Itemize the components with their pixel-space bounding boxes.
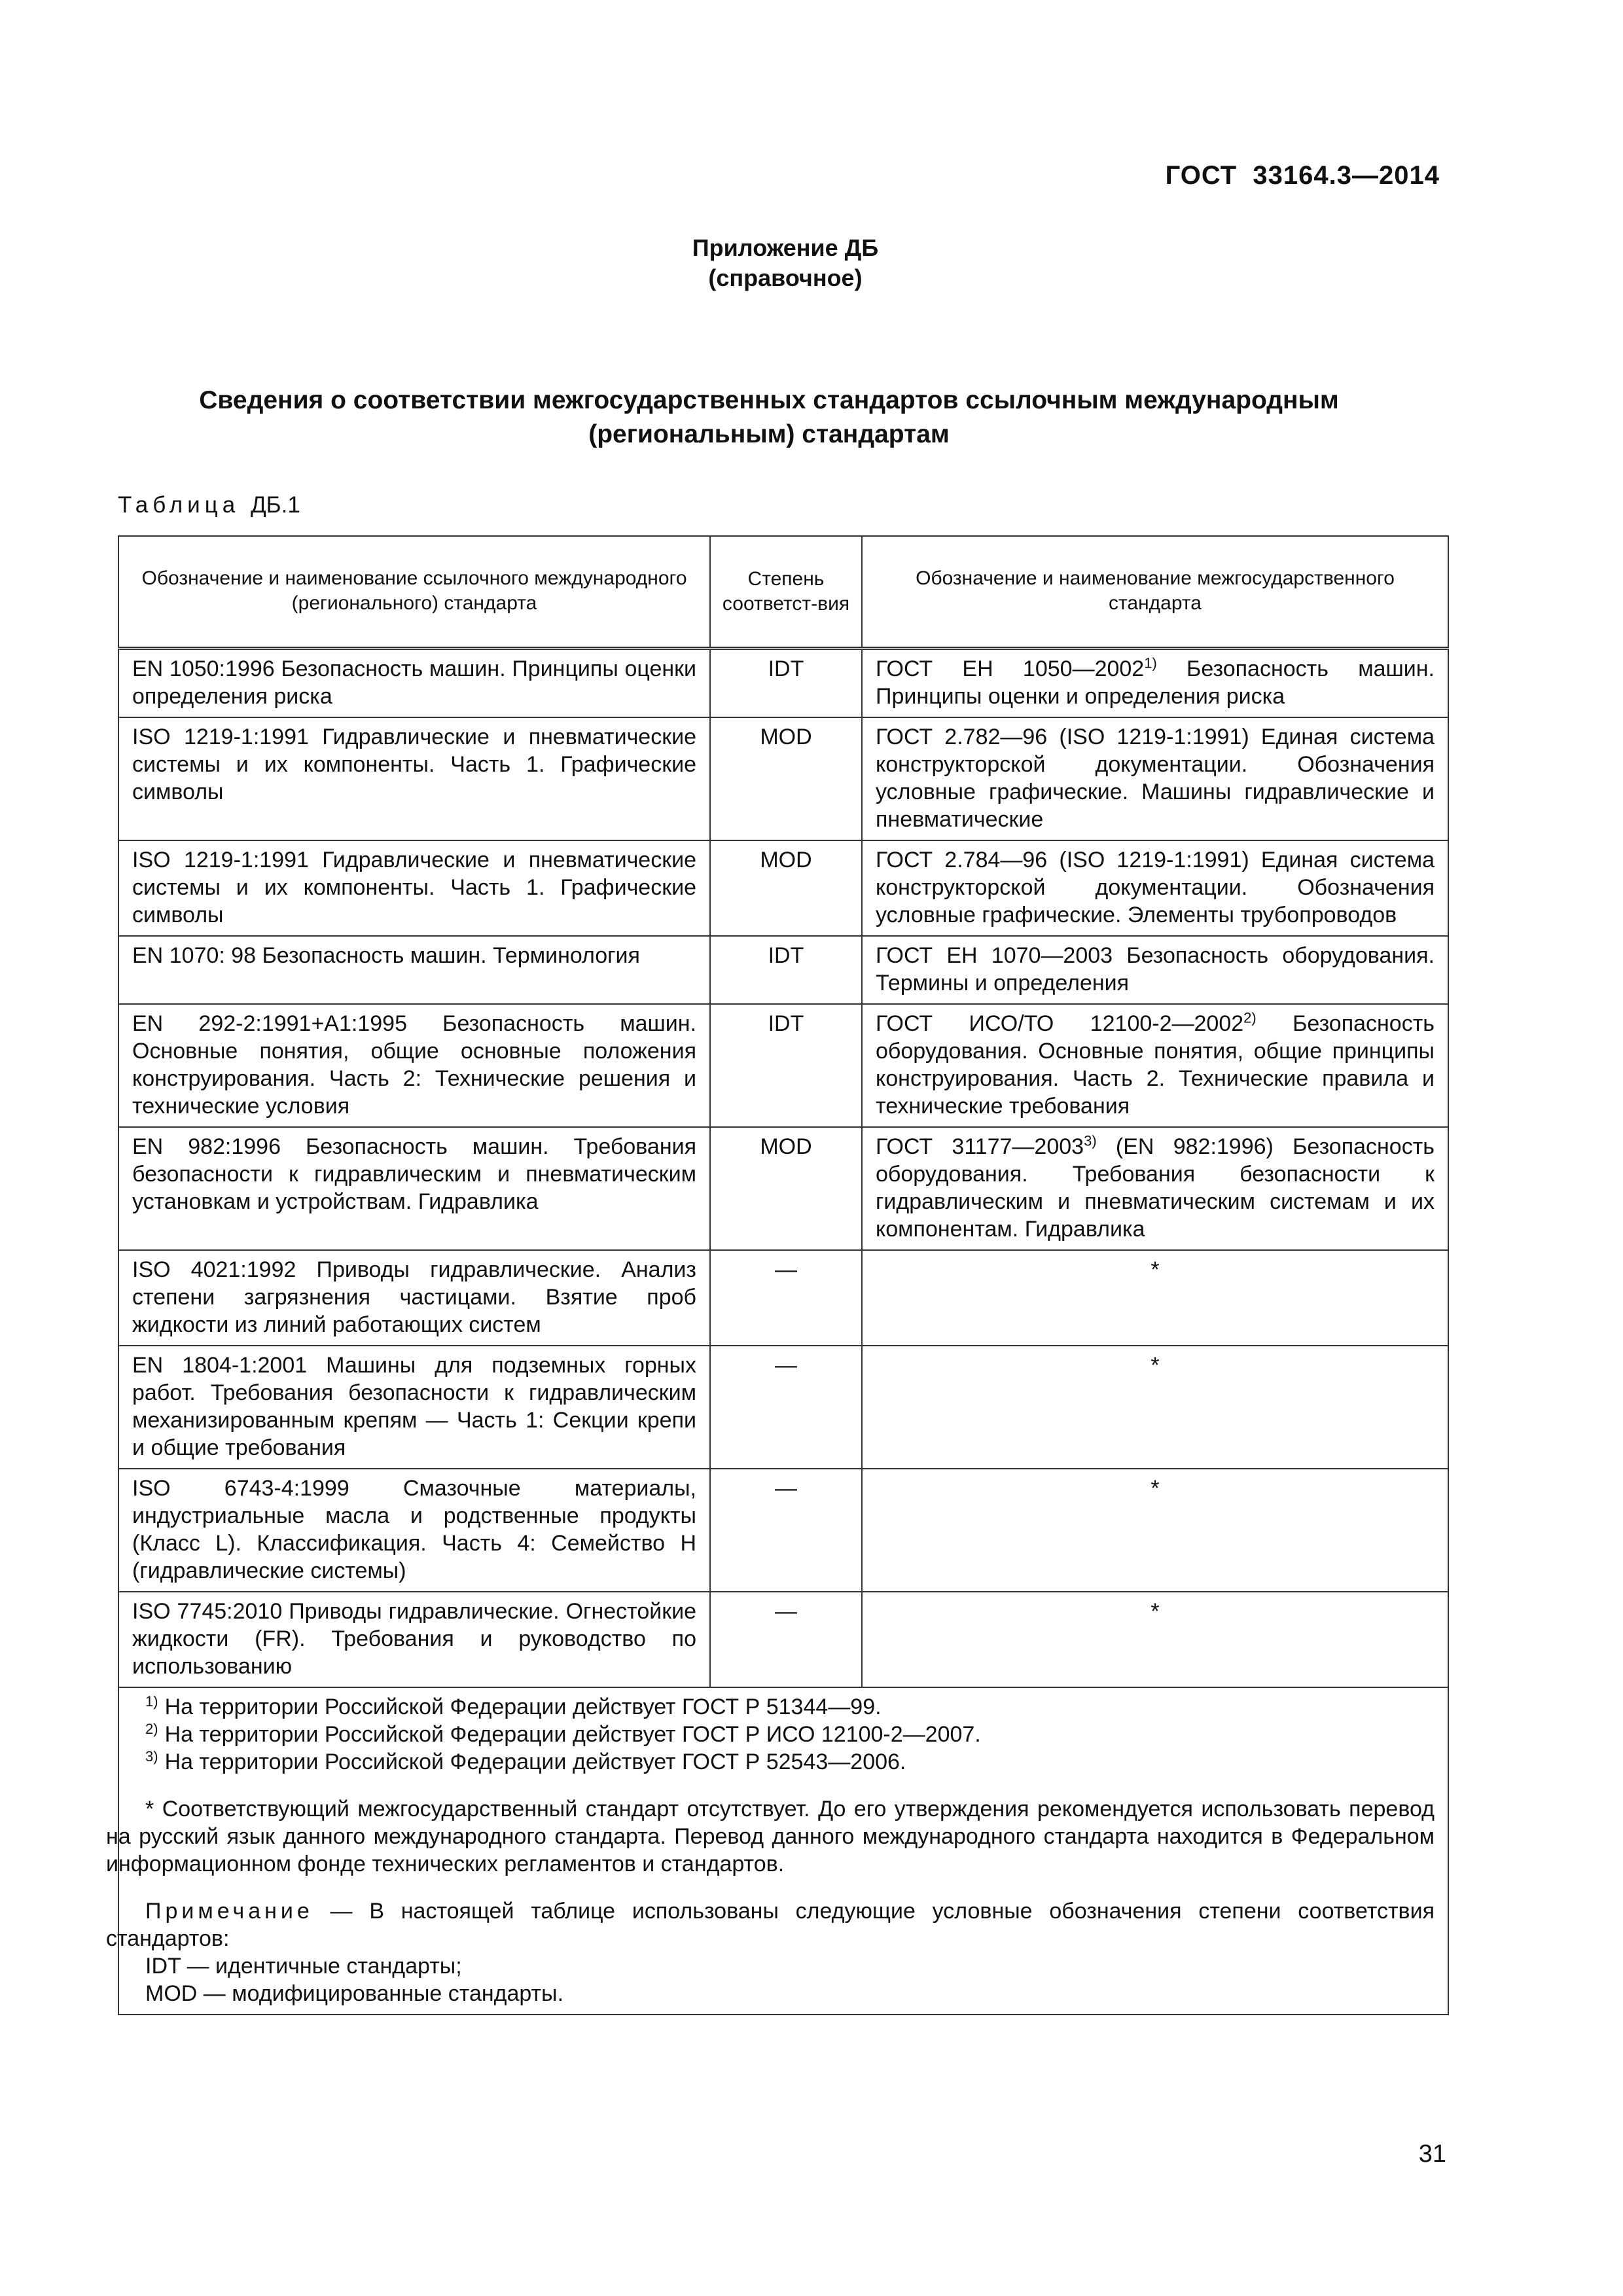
reference-cell: ISO 1219-1:1991 Гидравлические и пневматические системы и их компоненты. Часть 1. Графические символы [118, 717, 710, 840]
degree-cell: IDT [710, 1004, 862, 1127]
footnote-ref: 2) [1243, 1009, 1257, 1026]
appendix-subtitle: (справочное) [708, 264, 863, 291]
appendix-title: Приложение ДБ [692, 234, 879, 261]
footnote-2: $^{2)}$ На территории Российской Федерации действует ГОСТ Р ИСО 12100-2—2007. [145, 1720, 981, 1747]
table-row [118, 1250, 1448, 1346]
table-row [118, 1469, 1448, 1592]
appendix-heading [0, 233, 1571, 293]
note-label: Примечание [145, 1899, 313, 1924]
gost-cell [862, 1004, 1448, 1127]
table-row [118, 717, 1448, 840]
reference-cell: EN 1050:1996 Безопасность машин. Принципы оценки определения риска [118, 649, 710, 718]
table-notes [106, 1687, 1448, 2015]
degree-cell: IDT [710, 936, 862, 1004]
degree-cell: MOD [710, 840, 862, 936]
table-label-number: ДБ.1 [250, 492, 300, 518]
legend-idt: IDT — идентичные стандарты; [145, 1954, 462, 1979]
document-code-prefix: ГОСТ [1165, 161, 1238, 190]
footnote-ref: 1) [1144, 655, 1157, 672]
reference-cell: ISO 4021:1992 Приводы гидравлические. Анализ степени загрязнения частицами. Взятие проб жидкости из линий работающих систем [118, 1250, 710, 1346]
degree-cell: — [710, 1469, 862, 1592]
section-title: Сведения о соответствии межгосударственных стандартов ссылочным международным (региональным) стандартам [199, 386, 1339, 448]
reference-cell: EN 292-2:1991+A1:1995 Безопасность машин. Основные понятия, общие основные положения конструирования. Часть 2: Технические решения и технические условия [118, 1004, 710, 1127]
table-row [118, 840, 1448, 936]
gost-cell: ГОСТ 2.782—96 (ISO 1219-1:1991) Единая система конструкторской документации. Обозначения условные графические. Машины гидравлические и пневматические [862, 717, 1448, 840]
page-number: 31 [1418, 2140, 1446, 2168]
gost-cell: * [862, 1469, 1448, 1592]
reference-cell: EN 1804-1:2001 Машины для подземных горных работ. Требования безопасности к гидравлическим механизированным крепям — Часть 1: Секции крепи и общие требования [118, 1346, 710, 1469]
star-note: * Соответствующий межгосударственный стандарт отсутствует. До его утверждения рекомендуется использовать перевод на русский язык данного международного стандарта. Перевод данного международного стандарта находится в Федеральном информационном фонде технических регламентов и стандартов. [106, 1797, 1435, 1876]
gost-text: ГОСТ 31177—2003 [876, 1134, 1084, 1159]
legend-mod: MOD — модифицированные стандарты. [145, 1981, 564, 2006]
table-row [118, 936, 1448, 1004]
table-label [118, 492, 300, 518]
table-label-word: Таблица [118, 492, 240, 518]
column-header-degree: Степень соответст-вия [710, 536, 862, 649]
degree-cell: MOD [710, 1127, 862, 1250]
table-row [118, 1592, 1448, 1687]
table-row [118, 1127, 1448, 1250]
gost-text-rest: Безопасность машин. Принципы оценки и определения риска [876, 656, 1435, 709]
document-code-number: 33164.3—2014 [1253, 161, 1440, 190]
gost-cell: ГОСТ 2.784—96 (ISO 1219-1:1991) Единая система конструкторской документации. Обозначения условные графические. Элементы трубопроводов [862, 840, 1448, 936]
table-note [106, 1897, 1435, 1952]
gost-text-rest: (EN 982:1996) Безопасность оборудования. Требования безопасности к гидравлическим и пневматическим системам и их компонентам. Гидравлика [876, 1134, 1435, 1242]
gost-text: ГОСТ ЕН 1050—2002 [876, 656, 1145, 681]
reference-cell: EN 982:1996 Безопасность машин. Требования безопасности к гидравлическим и пневматическим установкам и устройствам. Гидравлика [118, 1127, 710, 1250]
reference-cell: EN 1070: 98 Безопасность машин. Терминология [118, 936, 710, 1004]
reference-cell: ISO 6743-4:1999 Смазочные материалы, индустриальные масла и родственные продукты (Класс L). Классификация. Часть 4: Семейство Н (гидравлические системы) [118, 1469, 710, 1592]
gost-text-rest: Безопасность оборудования. Основные понятия, общие принципы конструирования. Часть 2. Технические правила и технические требования [876, 1011, 1435, 1119]
table-row [118, 649, 1448, 718]
column-header-reference: Обозначение и наименование ссылочного международного (регионального) стандарта [118, 536, 710, 649]
gost-cell: * [862, 1592, 1448, 1687]
table-row [118, 1004, 1448, 1127]
table-header-row [118, 536, 1448, 649]
reference-cell: ISO 1219-1:1991 Гидравлические и пневматические системы и их компоненты. Часть 1. Графические символы [118, 840, 710, 936]
degree-cell: MOD [710, 717, 862, 840]
reference-cell: ISO 7745:2010 Приводы гидравлические. Огнестойкие жидкости (FR). Требования и руководство по использованию [118, 1592, 710, 1687]
gost-cell: * [862, 1346, 1448, 1469]
gost-cell: ГОСТ ЕН 1070—2003 Безопасность оборудования. Термины и определения [862, 936, 1448, 1004]
gost-cell [862, 1127, 1448, 1250]
column-header-gost: Обозначение и наименование межгосударственного стандарта [862, 536, 1448, 649]
degree-cell: — [710, 1346, 862, 1469]
footnote-3: $^{3)}$ На территории Российской Федерации действует ГОСТ Р 52543—2006. [145, 1748, 906, 1774]
table-footer-row [118, 1687, 1448, 2015]
note-text: — В настоящей таблице использованы следующие условные обозначения степени соответствия стандартов: [106, 1899, 1435, 1951]
degree-cell: IDT [710, 649, 862, 718]
degree-cell: — [710, 1592, 862, 1687]
document-code [1166, 161, 1440, 190]
footnote-1: $^{1)}$ На территории Российской Федерации действует ГОСТ Р 51344—99. [145, 1693, 882, 1719]
gost-cell [862, 649, 1448, 718]
gost-cell: * [862, 1250, 1448, 1346]
table-row [118, 1346, 1448, 1469]
correspondence-table [106, 535, 1449, 2015]
footnote-ref: 3) [1084, 1132, 1097, 1149]
degree-cell: — [710, 1250, 862, 1346]
gost-text: ГОСТ ИСО/ТО 12100-2—2002 [876, 1011, 1244, 1036]
